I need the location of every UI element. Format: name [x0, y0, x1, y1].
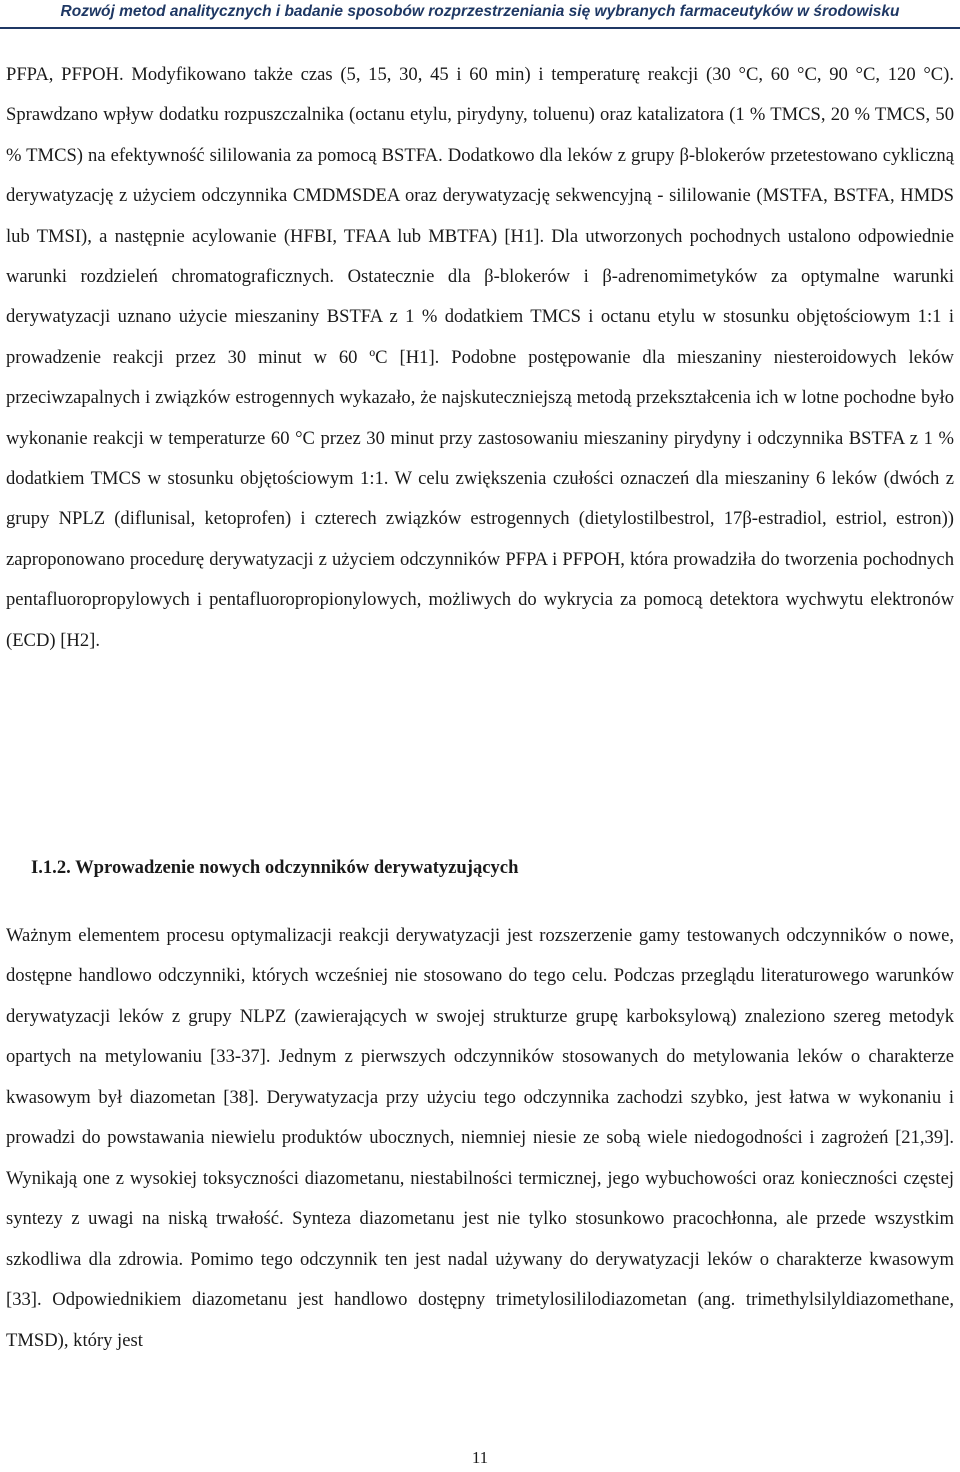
running-header: Rozwój metod analitycznych i badanie sposobów rozprzestrzeniania się wybranych farmaceutyków w środowisku [60, 3, 900, 20]
body-paragraph-2: Ważnym elementem procesu optymalizacji reakcji derywatyzacji jest rozszerzenie gamy testowanych odczynników o nowe, dostępne handlowo odczynniki, których wcześniej nie stosowano do tego celu. Podczas przeglądu literaturowego warunków derywatyzacji leków z grupy NLPZ (zawierających w swojej strukturze grupę karboksylową) znaleziono szereg metodyk opartych na metylowaniu [33-37]. Jednym z pierwszych odczynników stosowanych do metylowania leków o charakterze kwasowym był diazometan [38]. Derywatyzacja przy użyciu tego odczynnika zachodzi szybko, jest łatwa w wykonaniu i prowadzi do powstawania niewielu produktów ubocznych, niemniej niesie ze sobą wiele niedogodności i zagrożeń [21,39]. Wynikają one z wysokiej toksyczności diazometanu, niestabilności termicznej, jego wybuchowości oraz konieczności częstej syntezy z uwagi na niską trwałość. Synteza diazometanu jest nie tylko stosunkowo pracochłonna, ale przede wszystkim szkodliwa dla zdrowia. Pomimo tego odczynnik ten jest nadal używany do derywatyzacji leków o charakterze kwasowym [33]. Odpowiednikiem diazometanu jest handlowo dostępny trimetylosililodiazometan (ang. trimethylsilyldiazomethane, TMSD), który jest [6, 925, 954, 1351]
page-number: 11 [471, 1448, 489, 1467]
body-paragraph-1: PFPA, PFPOH. Modyfikowano także czas (5, 15, 30, 45 i 60 min) i temperaturę reakcji (30 °C, 60 °C, 90 °C, 120 °C). Sprawdzano wpływ dodatku rozpuszczalnika (octanu etylu, pirydyny, toluenu) oraz katalizatora (1 % TMCS, 20 % TMCS, 50 % TMCS) na efektywność sililowania za pomocą BSTFA. Dodatkowo dla leków z grupy β-blokerów przetestowano cykliczną derywatyzację z użyciem odczynnika CMDMSDEA oraz derywatyzację sekwencyjną - sililowanie (MSTFA, BSTFA, HMDS lub TMSI), a następnie acylowanie (HFBI, TFAA lub MBTFA) [H1]. Dla utworzonych pochodnych ustalono odpowiednie warunki rozdzieleń chromatograficznych. Ostatecznie dla β-blokerów i β-adrenomimetyków za optymalne warunki derywatyzacji uznano użycie mieszaniny BSTFA z 1 % dodatkiem TMCS i octanu etylu w stosunku objętościowym 1:1 i prowadzenie reakcji przez 30 minut w 60 ºC [H1]. Podobne postępowanie dla mieszaniny niesteroidowych leków przeciwzapalnych i związków estrogennych wykazało, że najskuteczniejszą metodą przekształcenia ich w lotne pochodne było wykonanie reakcji w temperaturze 60 °C przez 30 minut przy zastosowaniu mieszaniny pirydyny i odczynnika BSTFA z 1 % dodatkiem TMCS w stosunku objętościowym 1:1. W celu zwiększenia czułości oznaczeń dla mieszaniny 6 leków (dwóch z grupy NPLZ (diflunisal, ketoprofen) i czterech związków estrogennych (dietylostilbestrol, 17β-estradiol, estriol, estron)) zaproponowano procedurę derywatyzacji z użyciem odczynników PFPA i PFPOH, która prowadziła do tworzenia pochodnych pentafluoropropylowych i pentafluoropropionylowych, możliwych do wykrycia za pomocą detektora wychwytu elektronów (ECD) [H2]. [6, 64, 954, 651]
body-paragraph-2-container [6, 916, 954, 1361]
body-paragraph-1-container [6, 55, 954, 661]
section-heading: I.1.2. Wprowadzenie nowych odczynników derywatyzujących [31, 857, 519, 878]
header-divider [0, 27, 960, 29]
